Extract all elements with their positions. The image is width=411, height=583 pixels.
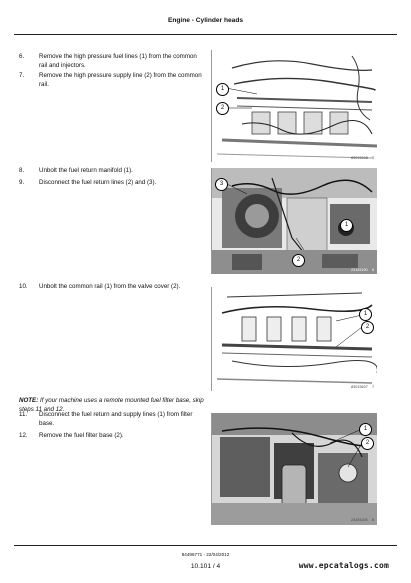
- step-6: [19, 53, 204, 70]
- footer-page-number: 10.101 / 4: [190, 563, 221, 570]
- callout-3: 3: [215, 178, 228, 191]
- header-rule: [14, 34, 397, 35]
- engine-fuel-lines-illustration: [212, 50, 377, 162]
- step-7: [19, 72, 204, 89]
- figure-id: 23181190: [351, 268, 368, 272]
- callout-1: 1: [359, 308, 372, 321]
- watermark-link[interactable]: www.epcatalogs.com: [298, 561, 389, 570]
- step-number: 8.: [19, 167, 25, 174]
- callout-2: 2: [216, 102, 229, 115]
- note-label: NOTE:: [19, 397, 39, 404]
- callout-2: 2: [361, 321, 374, 334]
- step-text: Disconnect the fuel return lines (2) and (3).: [39, 179, 157, 186]
- step-number: 11.: [19, 411, 28, 418]
- step-11: [19, 411, 204, 428]
- figure-5: [211, 50, 377, 162]
- step-number: 12.: [19, 432, 28, 439]
- figure-number: 6: [372, 268, 375, 272]
- step-text: Unbolt the common rail (1) from the valve cover (2).: [39, 283, 181, 290]
- figure-number: 8: [372, 518, 375, 522]
- step-9: [19, 179, 204, 188]
- callout-1: 1: [216, 83, 229, 96]
- footer-rule: [14, 545, 397, 546]
- callout-2: 2: [361, 437, 374, 450]
- figure-8: [211, 413, 377, 525]
- step-text: Remove the fuel filter base (2).: [39, 432, 124, 439]
- step-text: Unbolt the fuel return manifold (1).: [39, 167, 133, 174]
- figure-6: [211, 168, 377, 274]
- step-number: 6.: [19, 53, 25, 60]
- figure-id: 83015407: [351, 385, 368, 389]
- common-rail-illustration: [212, 287, 377, 391]
- callout-1: 1: [340, 219, 353, 232]
- step-number: 7.: [19, 72, 25, 79]
- note-text: If your machine uses a remote mounted fuel filter base, skip steps 11 and 12.: [19, 397, 204, 413]
- figure-id: 83015408: [351, 156, 368, 160]
- step-10: [19, 283, 204, 292]
- step-8: [19, 167, 204, 176]
- step-text: Remove the high pressure fuel lines (1) from the common rail and injectors.: [39, 53, 197, 69]
- fuel-filter-base-illustration: [212, 413, 377, 525]
- callout-1: 1: [359, 423, 372, 436]
- page-header: Engine - Cylinder heads: [167, 17, 244, 24]
- figure-number: 5: [372, 156, 375, 160]
- step-text: Remove the high pressure supply line (2) from the common rail.: [39, 72, 202, 88]
- figure-7: [211, 287, 377, 391]
- step-number: 10.: [19, 283, 28, 290]
- step-text: Disconnect the fuel return and supply lines (1) from filter base.: [39, 411, 193, 427]
- footer-doc-number: 84496771 - 22/04/2012: [181, 552, 230, 557]
- figure-id: 23181106: [351, 518, 368, 522]
- step-12: [19, 432, 204, 441]
- step-number: 9.: [19, 179, 25, 186]
- figure-number: 7: [372, 385, 375, 389]
- callout-2: 2: [292, 254, 305, 267]
